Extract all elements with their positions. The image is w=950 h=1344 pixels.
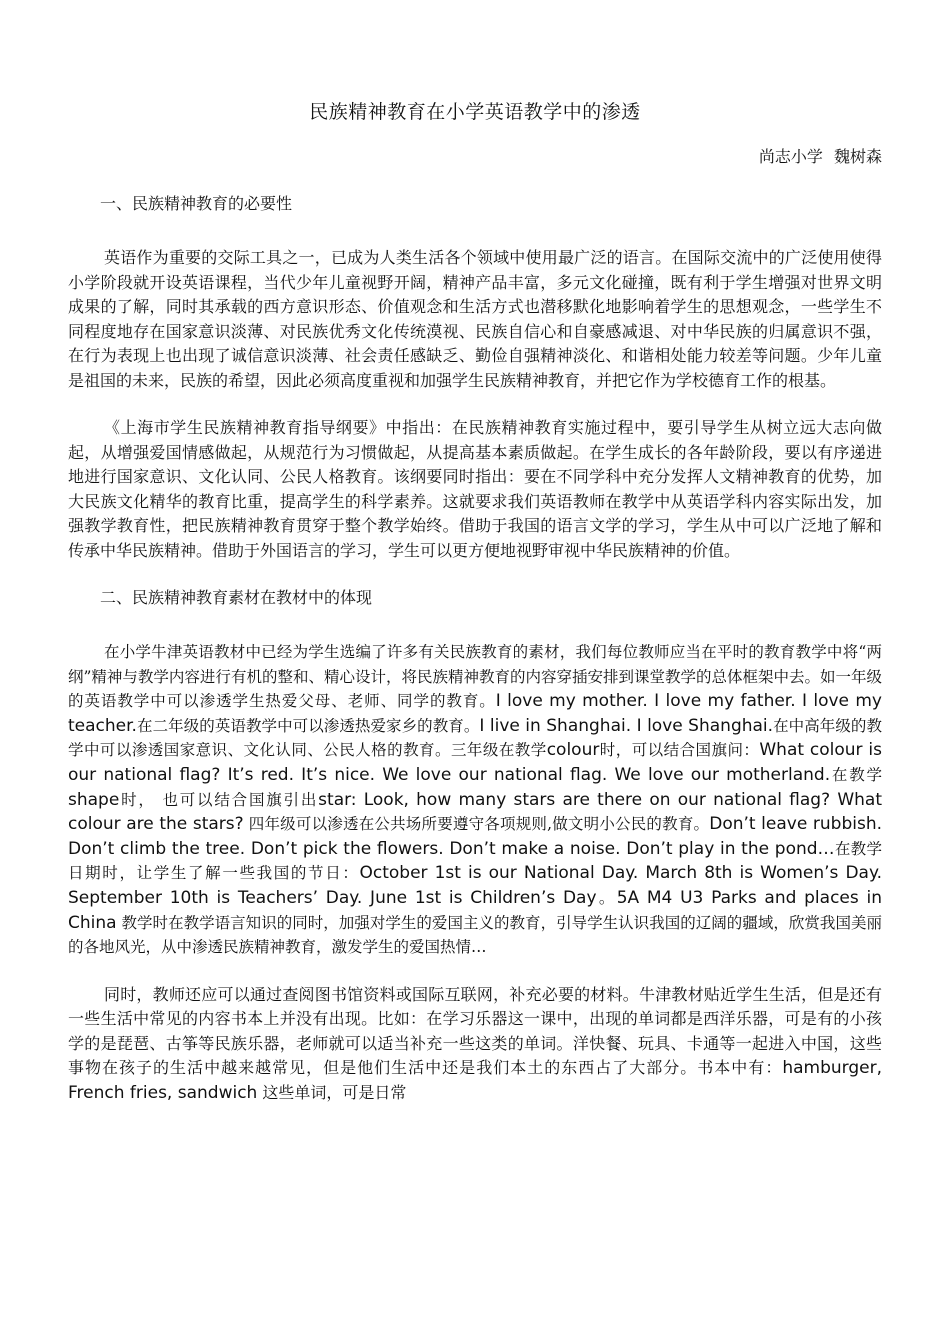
document-page — [68, 98, 882, 1128]
p3-text: 在小学牛津英语教材中已经为学生选编了许多有关民族教育的素材，我们每位教师应当在平时的教育教学中将“两纲”精神与教学内容进行有机的整和、精心设计，将民族精神教育的内容穿插安排到课堂教学的总体框架中去。如一年级的英语教学中可以渗透学生热爱父母、老师、同学的教育。 — [68, 643, 882, 711]
p3-text: 时， 也可以结合国旗引出 — [119, 790, 319, 809]
section-heading-2: 二、民族精神教育素材在教材中的体现 — [100, 588, 373, 607]
p3-text: 教学时在教学语言知识的同时，加强对学生的爱国主义的教育，引导学生认识我国的辽阔的疆域，欣赏我国美丽的各地风光，从中渗透民族精神教育，激发学生的爱国热情… — [68, 913, 882, 957]
p3-english-text: colour — [546, 740, 600, 761]
document-title: 民族精神教育在小学英语教学中的渗透 — [309, 101, 641, 123]
p3-text: 。 — [596, 888, 617, 907]
p3-english-text: Don’t leave rubbish. Don’t climb the tree. Don’t pick the flowers. Don’t make a noise. Don’t play in the pond… — [68, 814, 883, 859]
author-line: 尚志小学 魏树森 — [758, 147, 882, 166]
p3-english-text: star: Look, how many stars are there on our national flag? What colour are the stars? — [68, 789, 882, 835]
p3-text: 在教学 — [830, 765, 882, 784]
p3-english-text: What colour is our national flag? It’s red. It’s nice. We love our national flag. We love our motherland. — [68, 740, 882, 785]
p4-english-text: hamburger, French fries, sandwich — [68, 1058, 882, 1103]
p3-text: 在二年级的英语教学中可以渗透热爱家乡的教育。 — [136, 716, 480, 735]
paragraph-1: 英语作为重要的交际工具之一，已成为人类生活各个领域中使用最广泛的语言。在国际交流中的广泛使用使得小学阶段就开设英语课程，当代少年儿童视野开阔，精神产品丰富，多元文化碰撞，既有利于学生增强对世界文明成果的了解，同时其承载的西方意识形态、价值观念和生活方式也潜移默化地影响着学生的思想观念，一些学生不同程度地存在国家意识淡薄、对民族优秀文化传统漠视、民族自信心和自豪感减退、对中华民族的归属意识不强，在行为表现上也出现了诚信意识淡薄、社会责任感缺乏、勤俭自强精神淡化、和谐相处能力较差等问题。少年儿童是祖国的未来，民族的希望，因此必须高度重视和加强学生民族精神教育，并把它作为学校德育工作的根基。 — [68, 248, 882, 390]
paragraph-4 — [68, 983, 882, 1106]
p3-english-text: I love my mother. I love my father. I love my teacher. — [68, 691, 882, 736]
section-heading-1: 一、民族精神教育的必要性 — [100, 194, 293, 213]
p3-text: 在中高年级的教学中可以渗透国家意识、文化认同、公民人格的教育。三年级在教学 — [68, 716, 882, 760]
p4-text: 这些单词，可是日常 — [257, 1082, 407, 1102]
paragraph-3 — [68, 640, 882, 960]
p3-english-text: 5A M4 U3 Parks and places in China — [68, 887, 882, 933]
p3-text: 在教学日期时，让学生了解一些我国的节日： — [68, 839, 882, 883]
p3-english-text: shape — [68, 789, 120, 810]
p3-english-text: October 1st is our National Day. March 8th is Women’s Day. September 10th is Teachers’ Day. June 1st is Children’s Day — [68, 863, 883, 908]
p3-english-text: I live in Shanghai. I love Shanghai. — [479, 715, 774, 736]
p3-text: 四年级可以渗透在公共场所要遵守各项规则,做文明小公民的教育。 — [243, 815, 710, 834]
p4-text: 同时，教师还应可以通过查阅图书馆资料或国际互联网，补充必要的材料。牛津教材贴近学生生活，但是还有一些生活中常见的内容书本上并没有出现。比如：在学习乐器这一课中，出现的单词都是西洋乐器，可是有的小孩学的是琵琶、古筝等民族乐器，老师就可以适当补充一些这类的单词。洋快餐、玩具、卡通等一起进入中国，这些事物在孩子的生活中越来越常见，但是他们生活中还是我们本土的东西占了大部分。书本中有： — [68, 984, 882, 1078]
p3-text: 时，可以结合国旗问： — [599, 741, 760, 760]
paragraph-2: 《上海市学生民族精神教育指导纲要》中指出：在民族精神教育实施过程中，要引导学生从树立远大志向做起，从增强爱国情感做起，从规范行为习惯做起，从提高基本素质做起。在学生成长的各年龄阶段，要以有序递进地进行国家意识、文化认同、公民人格教育。该纲要同时指出：要在不同学科中充分发挥人文精神教育的优势，加大民族文化精华的教育比重，提高学生的科学素养。这就要求我们英语教师在教学中从英语学科内容实际出发，加强教学教育性，把民族精神教育贯穿于整个教学始终。借助于我国的语言文学的学习，学生从中可以广泛地了解和传承中华民族精神。借助于外国语言的学习，学生可以更方便地视野审视中华民族精神的价值。 — [68, 418, 882, 560]
